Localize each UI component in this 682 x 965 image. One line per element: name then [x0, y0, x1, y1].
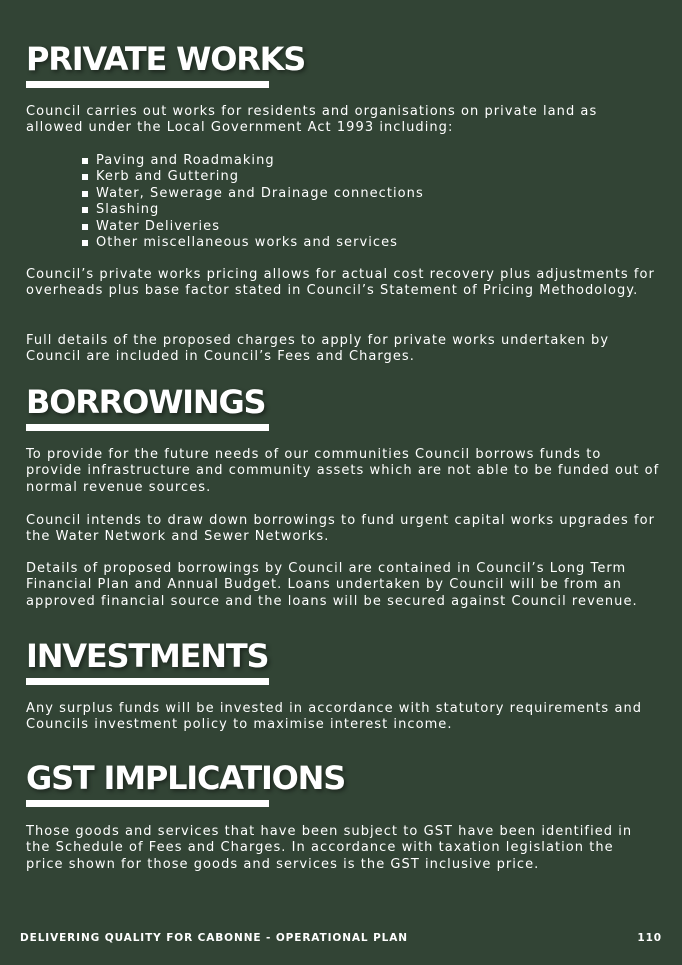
heading-underline — [26, 678, 269, 685]
investments-text: Any surplus funds will be invested in accordance with statutory requirements and Councils investment policy to maximise interest income. — [26, 701, 643, 733]
private-works-charges-text: Full details of the proposed charges to apply for private works undertaken by Council are included in Council’s Fees and Charges. — [26, 333, 610, 365]
bullet-icon — [82, 224, 88, 230]
private-works-heading: PRIVATE WORKS — [26, 40, 306, 78]
investments-heading: INVESTMENTS — [26, 637, 269, 675]
private-works-list — [26, 153, 682, 251]
footer-title: DELIVERING QUALITY FOR CABONNE - OPERATIONAL PLAN — [20, 932, 408, 944]
private-works-pricing-text: Council’s private works pricing allows for actual cost recovery plus adjustments for overheads plus base factor stated in Council’s Statement of Pricing Methodology. — [26, 267, 655, 299]
bullet-icon — [82, 174, 88, 180]
list-item: Other miscellaneous works and services — [82, 235, 682, 251]
borrowings-heading: BORROWINGS — [26, 383, 266, 421]
heading-underline — [26, 800, 269, 807]
private-works-intro: Council carries out works for residents and organisations on private land as allowed under the Local Government Act 1993 including: — [26, 104, 598, 136]
bullet-icon — [82, 191, 88, 197]
section-gst — [26, 759, 662, 807]
bullet-icon — [82, 207, 88, 213]
borrowings-text-3: Details of proposed borrowings by Council are contained in Council’s Long Term Financial Plan and Annual Budget. Loans undertaken by Council will be from an approved financial source and the loans will be secured against Council revenue. — [26, 561, 638, 609]
heading-underline — [26, 424, 269, 431]
borrowings-text-1: To provide for the future needs of our communities Council borrows funds to provide infrastructure and community assets which are not able to be funded out of normal revenue sources. — [26, 447, 660, 495]
section-investments — [26, 637, 662, 685]
page-number: 110 — [637, 932, 662, 944]
borrowings-text-2: Council intends to draw down borrowings to fund urgent capital works upgrades for the Water Network and Sewer Networks. — [26, 513, 656, 545]
list-item: Kerb and Guttering — [82, 169, 682, 185]
bullet-icon — [82, 158, 88, 164]
gst-text: Those goods and services that have been subject to GST have been identified in the Schedule of Fees and Charges. In accordance with taxation legislation the price shown for those goods and services is the GST inclusive price. — [26, 824, 633, 872]
page-footer — [20, 932, 662, 948]
heading-underline — [26, 81, 269, 88]
bullet-icon — [82, 240, 88, 246]
list-item: Paving and Roadmaking — [82, 153, 682, 169]
section-borrowings — [26, 383, 662, 431]
list-item: Slashing — [82, 202, 682, 218]
list-item: Water Deliveries — [82, 219, 682, 235]
section-private-works — [26, 40, 662, 88]
list-item: Water, Sewerage and Drainage connections — [82, 186, 682, 202]
gst-heading: GST IMPLICATIONS — [26, 759, 346, 797]
